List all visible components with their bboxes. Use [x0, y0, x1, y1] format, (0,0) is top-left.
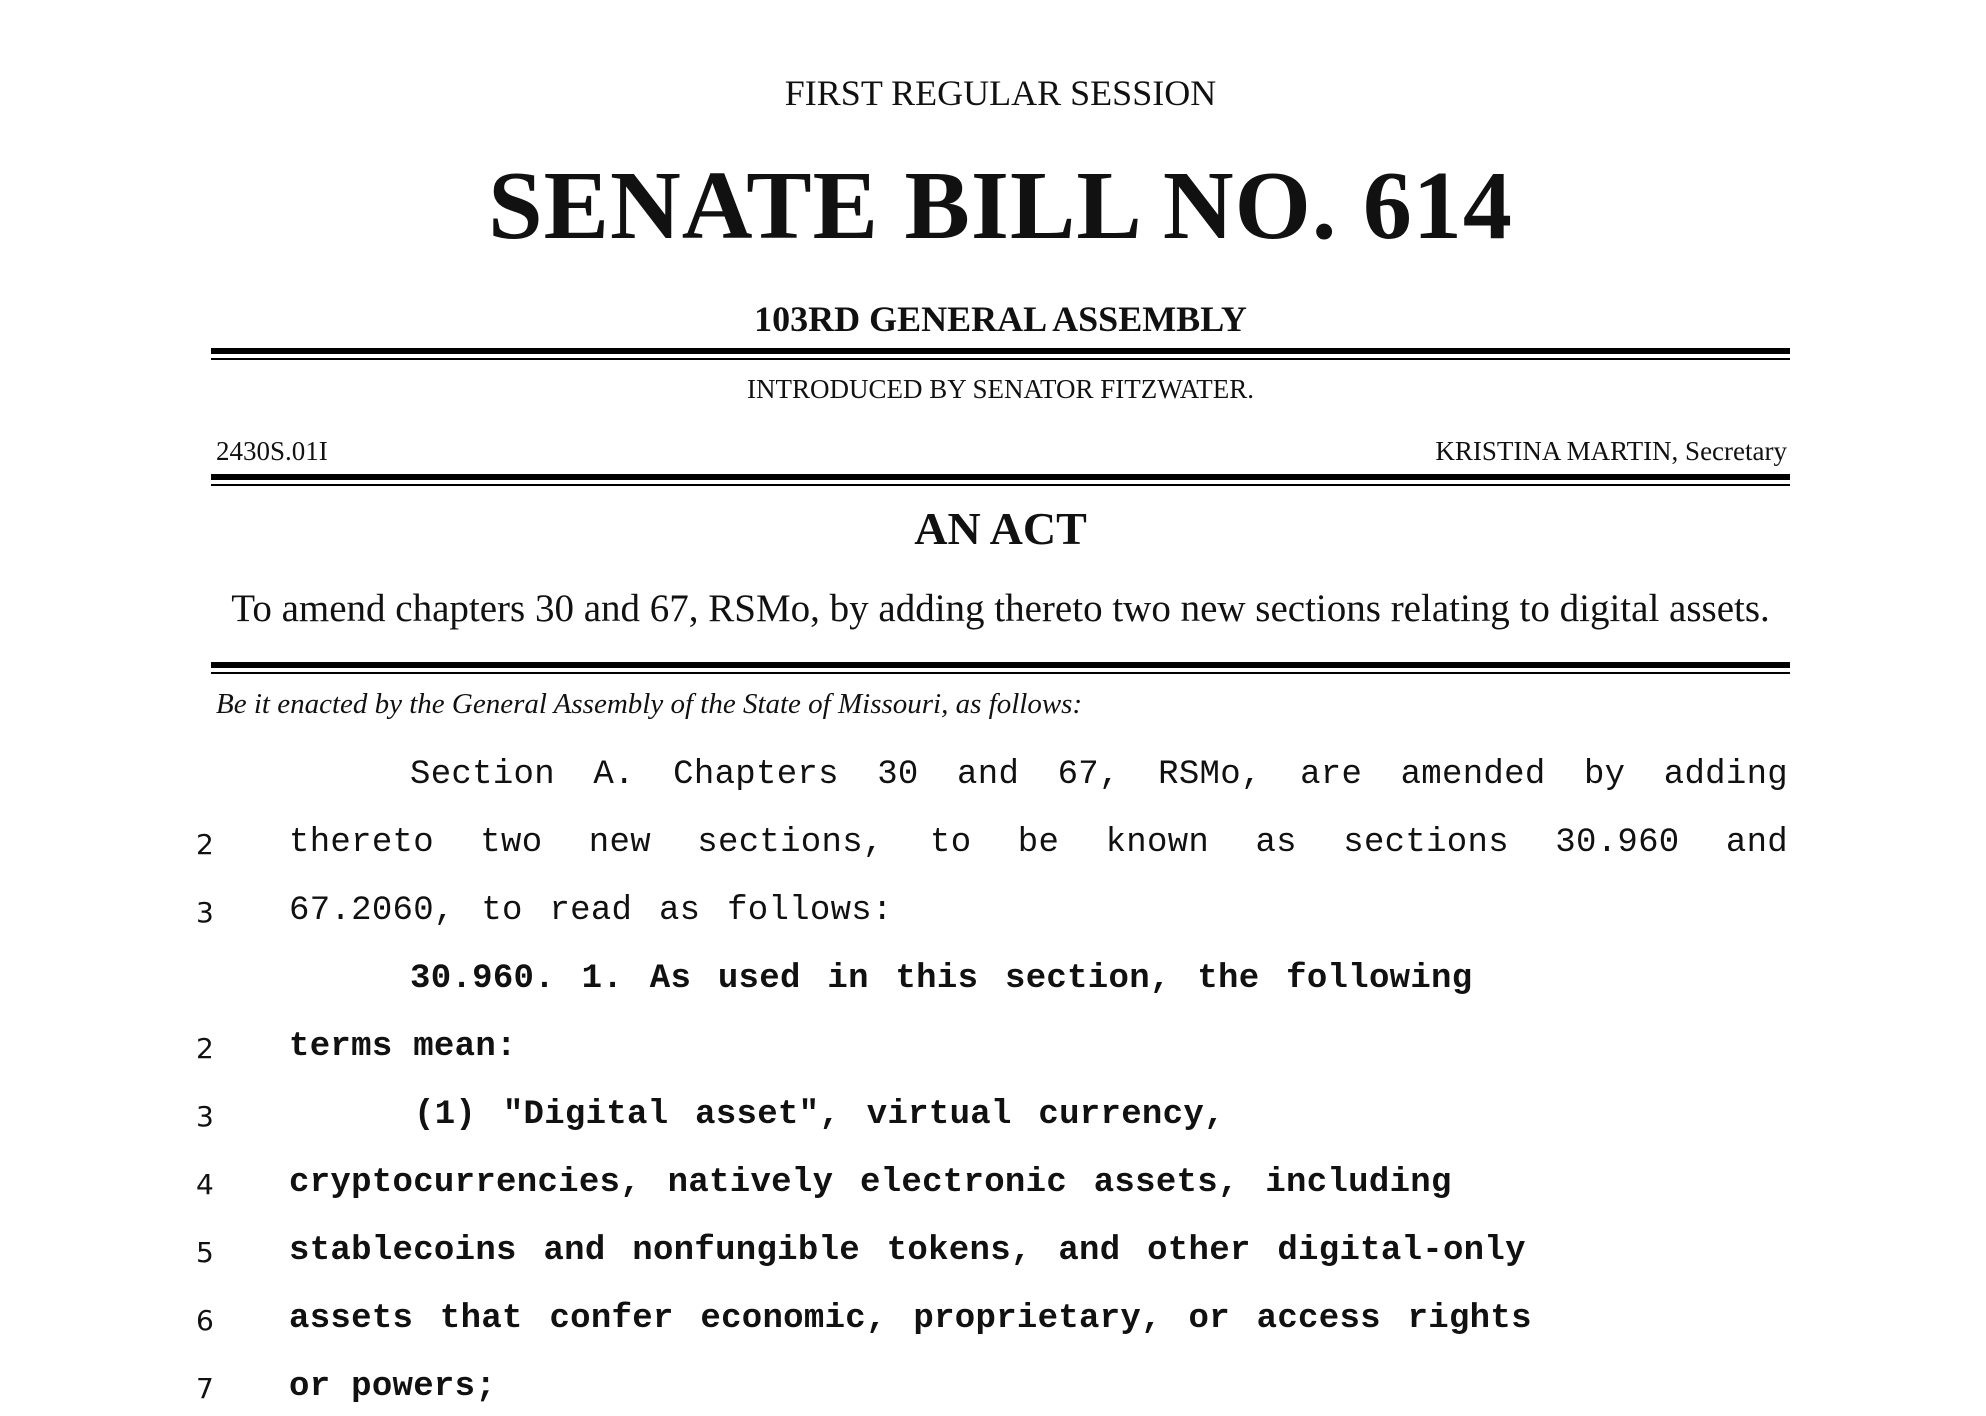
bill-text-line: Section A. Chapters 30 and 67, RSMo, are amended by adding: [410, 756, 1788, 794]
line-number: 2: [196, 828, 214, 861]
bill-text-line: (1) "Digital asset", virtual currency,: [414, 1096, 1225, 1134]
bill-text-line: cryptocurrencies, natively electronic assets, including: [289, 1164, 1452, 1202]
secretary-rule-thin: [211, 484, 1790, 486]
bill-text-line: 30.960. 1. As used in this section, the following: [410, 960, 1473, 998]
bill-text-line: 67.2060, to read as follows:: [289, 892, 893, 930]
secretary-label: KRISTINA MARTIN, Secretary: [1435, 436, 1787, 466]
bill-text-line: assets that confer economic, proprietary, or access rights: [289, 1300, 1532, 1338]
introduced-by: INTRODUCED BY SENATOR FITZWATER.: [746, 374, 1254, 404]
header-rule-thin: [211, 358, 1790, 360]
line-number: 6: [196, 1304, 214, 1337]
bill-code: 2430S.01I: [216, 436, 328, 466]
line-number: 4: [196, 1168, 214, 1201]
act-description: To amend chapters 30 and 67, RSMo, by adding thereto two new sections relating to digital assets.: [231, 587, 1770, 630]
line-number: 3: [196, 896, 214, 929]
act-rule-thick: [211, 662, 1790, 668]
bill-text-line: terms mean:: [289, 1028, 517, 1066]
act-rule-thin: [211, 672, 1790, 674]
header-rule-thick: [211, 348, 1790, 354]
line-number: 3: [196, 1100, 214, 1133]
line-number: 5: [196, 1236, 214, 1269]
enacting-clause: Be it enacted by the General Assembly of the State of Missouri, as follows:: [216, 688, 1083, 720]
bill-text-line: or powers;: [289, 1368, 497, 1406]
bill-text-line: thereto two new sections, to be known as sections 30.960 and: [289, 824, 1788, 862]
secretary-rule-thick: [211, 474, 1790, 480]
bill-text-line: stablecoins and nonfungible tokens, and other digital-only: [289, 1232, 1526, 1270]
assembly-label: 103RD GENERAL ASSEMBLY: [754, 299, 1247, 339]
line-number: 2: [196, 1032, 214, 1065]
act-heading: AN ACT: [914, 503, 1087, 554]
bill-title: SENATE BILL NO. 614: [488, 152, 1513, 260]
line-number: 7: [196, 1372, 214, 1405]
session-label: FIRST REGULAR SESSION: [784, 73, 1217, 113]
